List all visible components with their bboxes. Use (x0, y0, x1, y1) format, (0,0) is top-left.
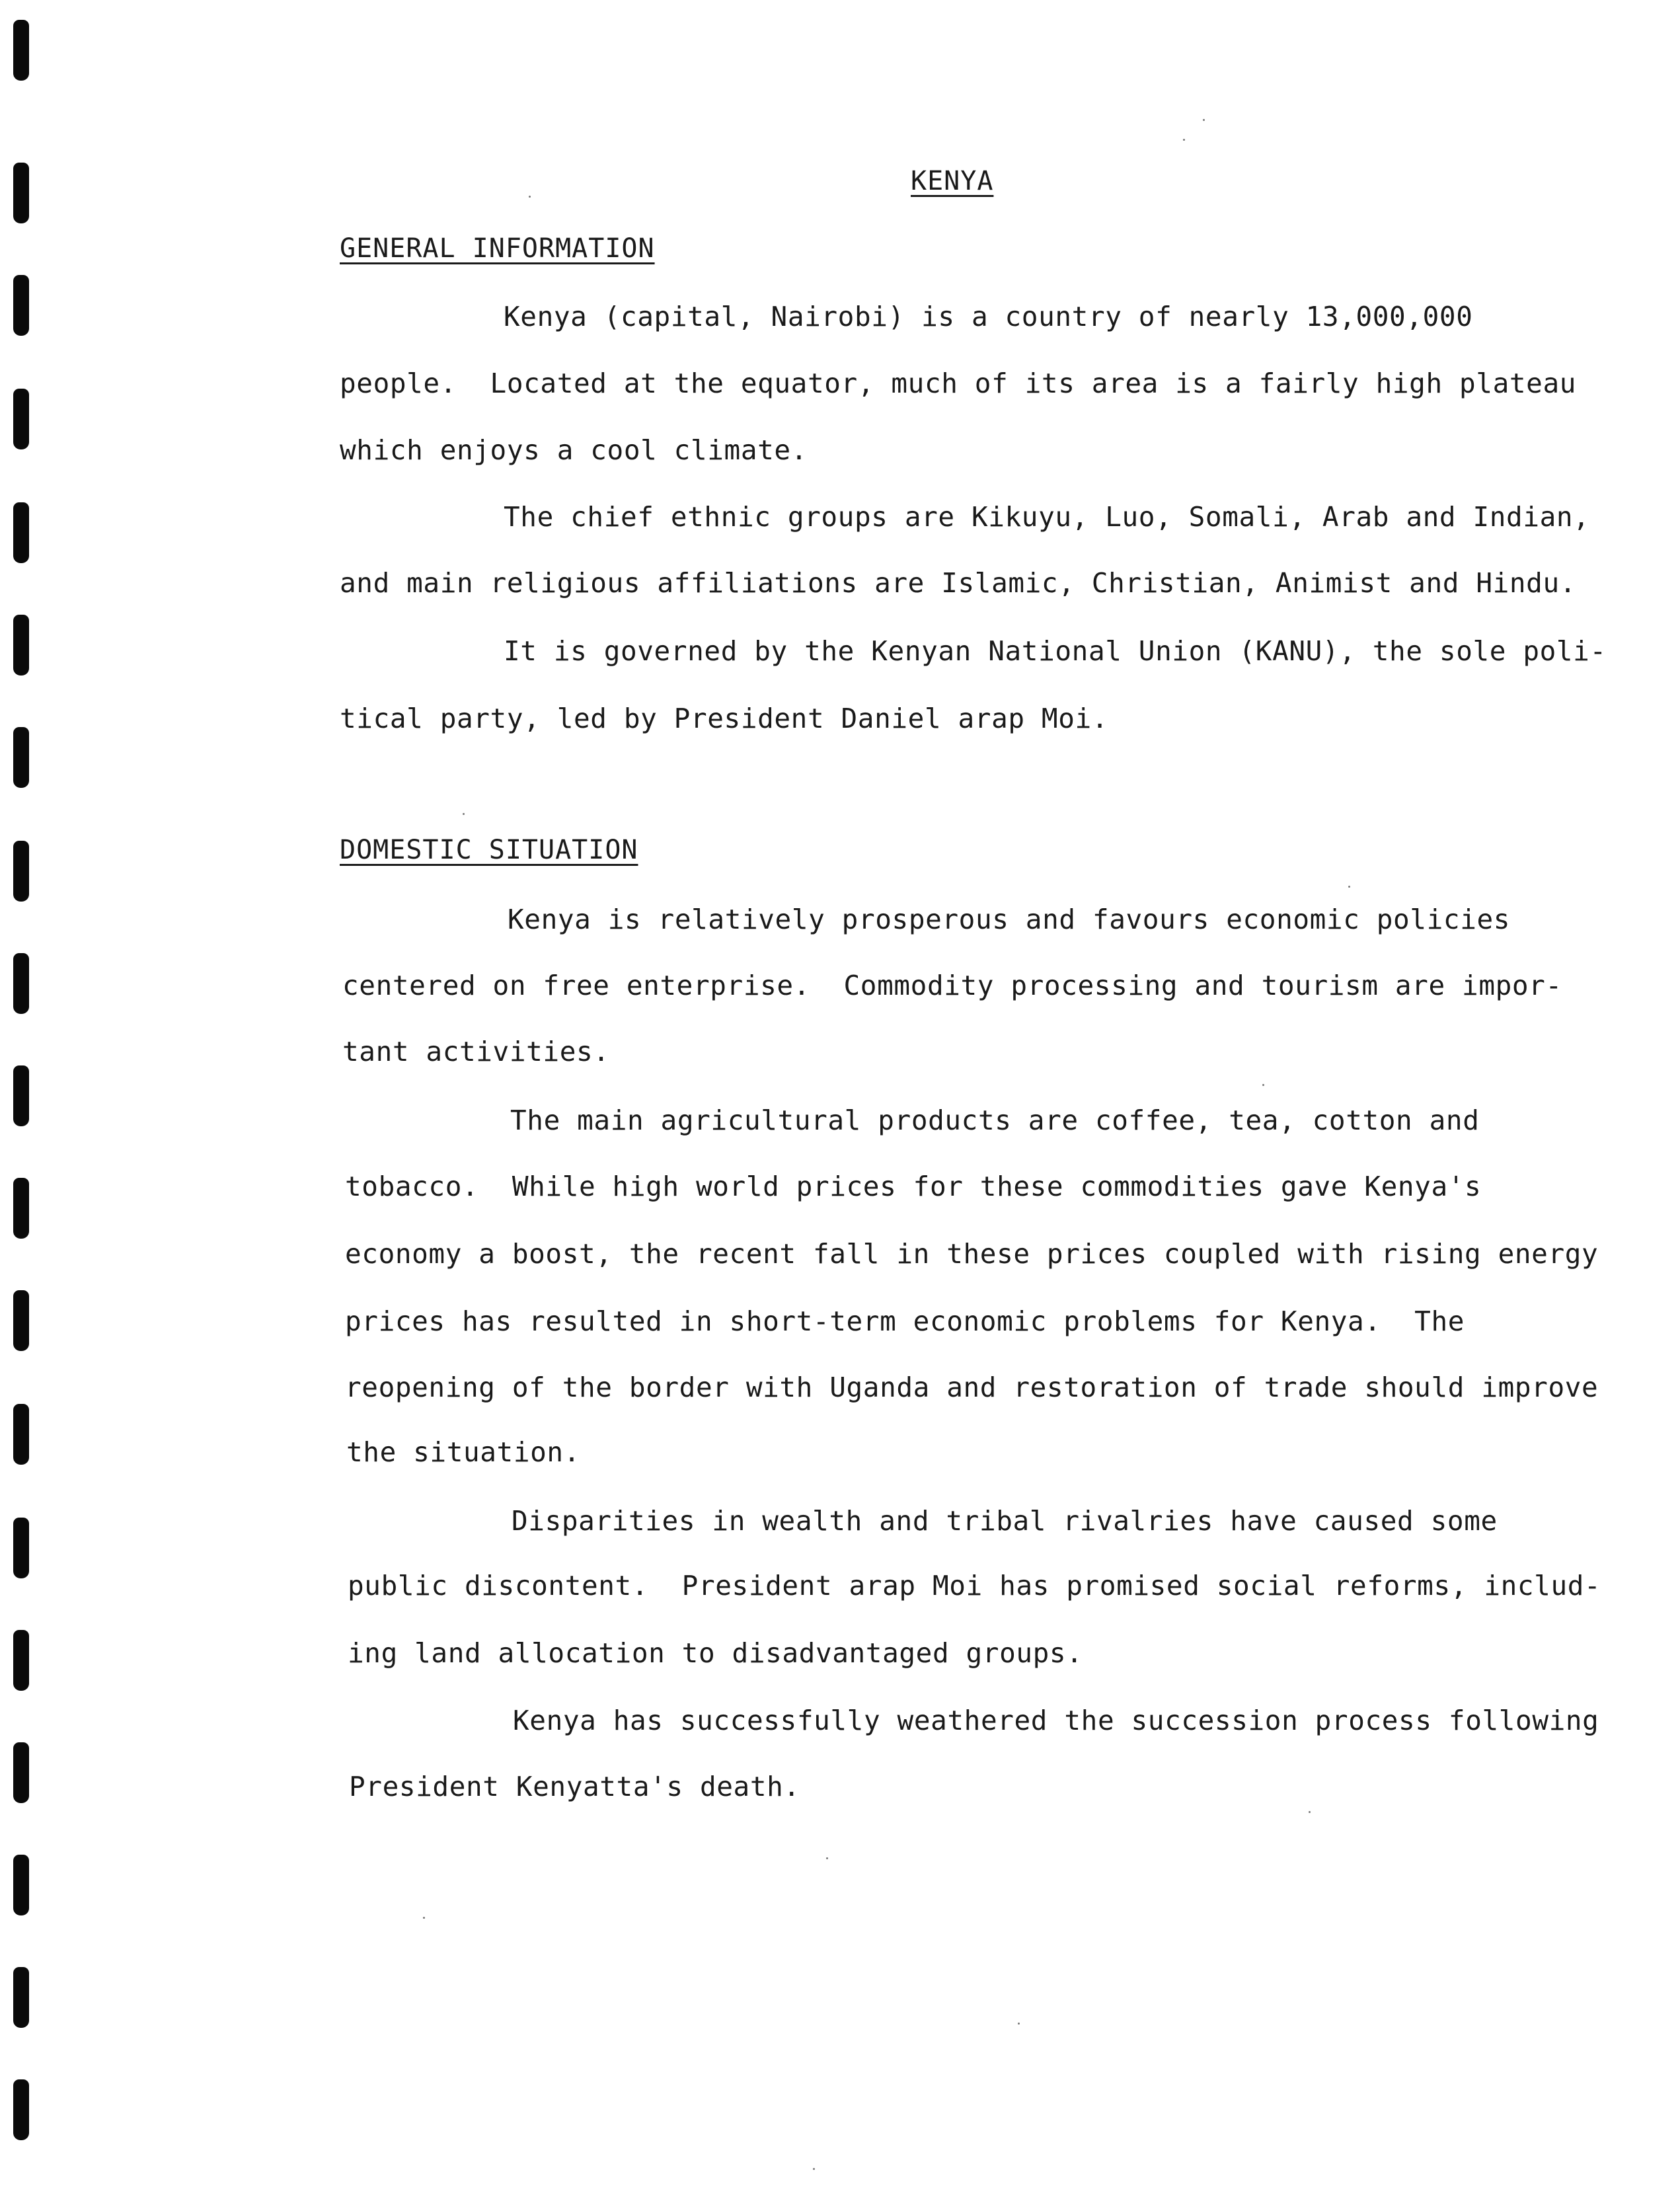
binding-hole (13, 502, 29, 563)
binding-hole (13, 1404, 29, 1465)
text-line: ing land allocation to disadvantaged groups. (348, 1637, 1083, 1669)
text-line: centered on free enterprise. Commodity processing and tourism are impor- (342, 970, 1562, 1001)
binding-hole (13, 1630, 29, 1691)
binding-hole (13, 389, 29, 449)
scan-speck (1203, 119, 1205, 121)
scan-speck (826, 1857, 828, 1859)
text-line: Kenya is relatively prosperous and favours economic policies (508, 904, 1511, 935)
binding-hole (13, 163, 29, 223)
scan-speck (1309, 1811, 1311, 1813)
binding-hole (13, 2079, 29, 2140)
scan-speck (813, 2168, 815, 2170)
binding-hole (13, 953, 29, 1014)
binding-hole (13, 727, 29, 788)
text-line: people. Located at the equator, much of its area is a fairly high plateau (340, 367, 1577, 399)
text-line: It is governed by the Kenyan National Union (KANU), the sole poli- (504, 635, 1607, 667)
text-line: tant activities. (342, 1036, 610, 1067)
binding-hole (13, 841, 29, 902)
binding-holes (9, 0, 36, 2203)
scan-speck (1018, 2023, 1020, 2025)
document-title: KENYA (911, 166, 994, 196)
binding-hole (13, 1967, 29, 2028)
binding-hole (13, 1290, 29, 1351)
scan-speck (463, 813, 465, 815)
scan-speck (423, 1917, 425, 1919)
text-line: reopening of the border with Uganda and restoration of trade should improve (345, 1372, 1599, 1403)
binding-hole (13, 1065, 29, 1126)
text-line: The main agricultural products are coffee, tea, cotton and (510, 1104, 1480, 1136)
text-line: Kenya has successfully weathered the succession process following (513, 1705, 1599, 1736)
binding-hole (13, 20, 29, 81)
binding-hole (13, 1178, 29, 1239)
text-line: President Kenyatta's death. (349, 1771, 800, 1802)
text-line: and main religious affiliations are Islamic, Christian, Animist and Hindu. (340, 567, 1577, 599)
scan-speck (529, 196, 531, 198)
text-line: Kenya (capital, Nairobi) is a country of nearly 13,000,000 (504, 301, 1473, 332)
text-line: economy a boost, the recent fall in these prices coupled with rising energy (345, 1238, 1599, 1270)
binding-hole (13, 1855, 29, 1915)
text-line: prices has resulted in short-term economic problems for Kenya. The (345, 1305, 1465, 1337)
text-line: Disparities in wealth and tribal rivalries have caused some (512, 1505, 1498, 1537)
text-line: The chief ethnic groups are Kikuyu, Luo, Somali, Arab and Indian, (504, 501, 1590, 533)
section-heading-general-information: GENERAL INFORMATION (340, 233, 655, 264)
text-line: the situation. (346, 1436, 580, 1468)
binding-hole (13, 1742, 29, 1803)
text-line: tobacco. While high world prices for these commodities gave Kenya's (345, 1171, 1482, 1202)
scan-speck (1262, 1084, 1264, 1086)
text-line: tical party, led by President Daniel arap Moi. (340, 703, 1109, 734)
binding-hole (13, 1518, 29, 1578)
binding-hole (13, 615, 29, 676)
text-line: which enjoys a cool climate. (340, 434, 808, 466)
scan-speck (1348, 886, 1350, 888)
binding-hole (13, 275, 29, 336)
scan-speck (1183, 139, 1185, 141)
text-line: public discontent. President arap Moi has promised social reforms, includ- (348, 1570, 1601, 1602)
section-heading-domestic-situation: DOMESTIC SITUATION (340, 835, 638, 865)
